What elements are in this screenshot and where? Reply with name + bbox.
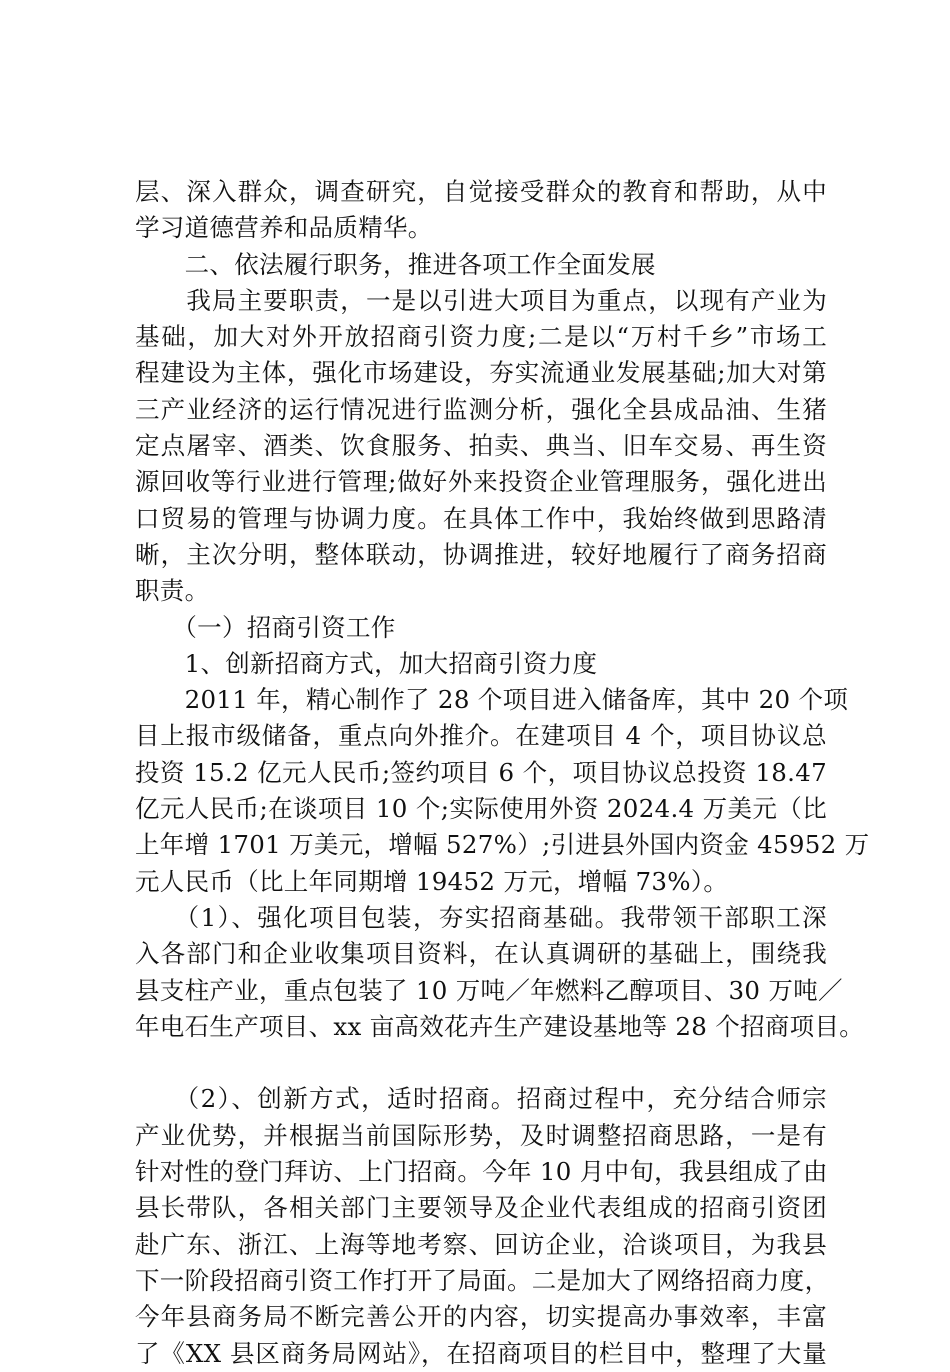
- body-text-line: 源回收等行业进行管理;做好外来投资企业管理服务，强化进出: [135, 467, 827, 497]
- body-text-line: 晰，主次分明，整体联动，协调推进，较好地履行了商务招商: [135, 539, 827, 569]
- body-text-line: 入各部门和企业收集项目资料，在认真调研的基础上，围绕我: [135, 939, 827, 969]
- blank-line: [135, 1045, 827, 1081]
- body-text-line: 今年县商务局不断完善公开的内容，切实提高办事效率，丰富: [135, 1302, 827, 1332]
- body-text-line: 县长带队，各相关部门主要领导及企业代表组成的招商引资团: [135, 1193, 827, 1223]
- body-text-line: 三产业经济的运行情况进行监测分析，强化全县成品油、生猪: [135, 394, 827, 424]
- body-text-line: 2011 年，精心制作了 28 个项目进入储备库，其中 20 个项: [135, 685, 849, 715]
- body-text-line: 基础，加大对外开放招商引资力度;二是以“万村千乡”市场工: [135, 322, 827, 352]
- body-text-line: 我局主要职责，一是以引进大项目为重点，以现有产业为: [135, 285, 827, 315]
- body-text-line: 亿元人民币;在谈项目 10 个;实际使用外资 2024.4 万美元（比: [135, 794, 827, 824]
- body-text-line: 赴广东、浙江、上海等地考察、回访企业，洽谈项目，为我县: [135, 1229, 827, 1259]
- body-text-line: 口贸易的管理与协调力度。在具体工作中，我始终做到思路清: [135, 503, 827, 533]
- body-text-line: 年电石生产项目、xx 亩高效花卉生产建设基地等 28 个招商项目。: [135, 1011, 865, 1041]
- body-text-line: （2）、创新方式，适时招商。招商过程中，充分结合师宗: [135, 1084, 827, 1114]
- document-page: [135, 174, 870, 1372]
- body-text-line: 元人民币（比上年同期增 19452 万元，增幅 73%）。: [135, 866, 729, 896]
- body-text-line: 针对性的登门拜访、上门招商。今年 10 月中旬，我县组成了由: [135, 1157, 828, 1187]
- body-text-line: 程建设为主体，强化市场建设，夯实流通业发展基础;加大对第: [135, 358, 827, 388]
- body-text-line: 上年增 1701 万美元，增幅 527%）;引进县外国内资金 45952 万: [135, 830, 870, 860]
- body-text-line: （1）、强化项目包装，夯实招商基础。我带领干部职工深: [135, 902, 827, 932]
- section-heading: 二、依法履行职务，推进各项工作全面发展: [135, 249, 656, 279]
- body-text-line: 层、深入群众，调查研究，自觉接受群众的教育和帮助，从中: [135, 177, 827, 206]
- subsection-heading: 1、创新招商方式，加大招商引资力度: [135, 648, 598, 678]
- body-text-line: 产业优势，并根据当前国际形势，及时调整招商思路，一是有: [135, 1120, 827, 1150]
- body-text-line: 了《XX 县区商务局网站》，在招商项目的栏目中，整理了大量: [135, 1338, 827, 1368]
- body-text-line: 目上报市级储备，重点向外推介。在建项目 4 个，项目协议总: [135, 721, 827, 751]
- body-text-line: 投资 15.2 亿元人民币;签约项目 6 个，项目协议总投资 18.47: [135, 757, 827, 787]
- body-text-line: 职责。: [135, 576, 210, 606]
- subsection-heading: （一）招商引资工作: [135, 612, 396, 642]
- body-text-line: 县支柱产业，重点包装了 10 万吨／年燃料乙醇项目、30 万吨／: [135, 975, 843, 1005]
- body-text-line: 学习道德营养和品质精华。: [135, 213, 433, 243]
- body-text-line: 定点屠宰、酒类、饮食服务、拍卖、典当、旧车交易、再生资: [135, 431, 827, 461]
- body-text-line: 下一阶段招商引资工作打开了局面。二是加大了网络招商力度，: [135, 1265, 830, 1295]
